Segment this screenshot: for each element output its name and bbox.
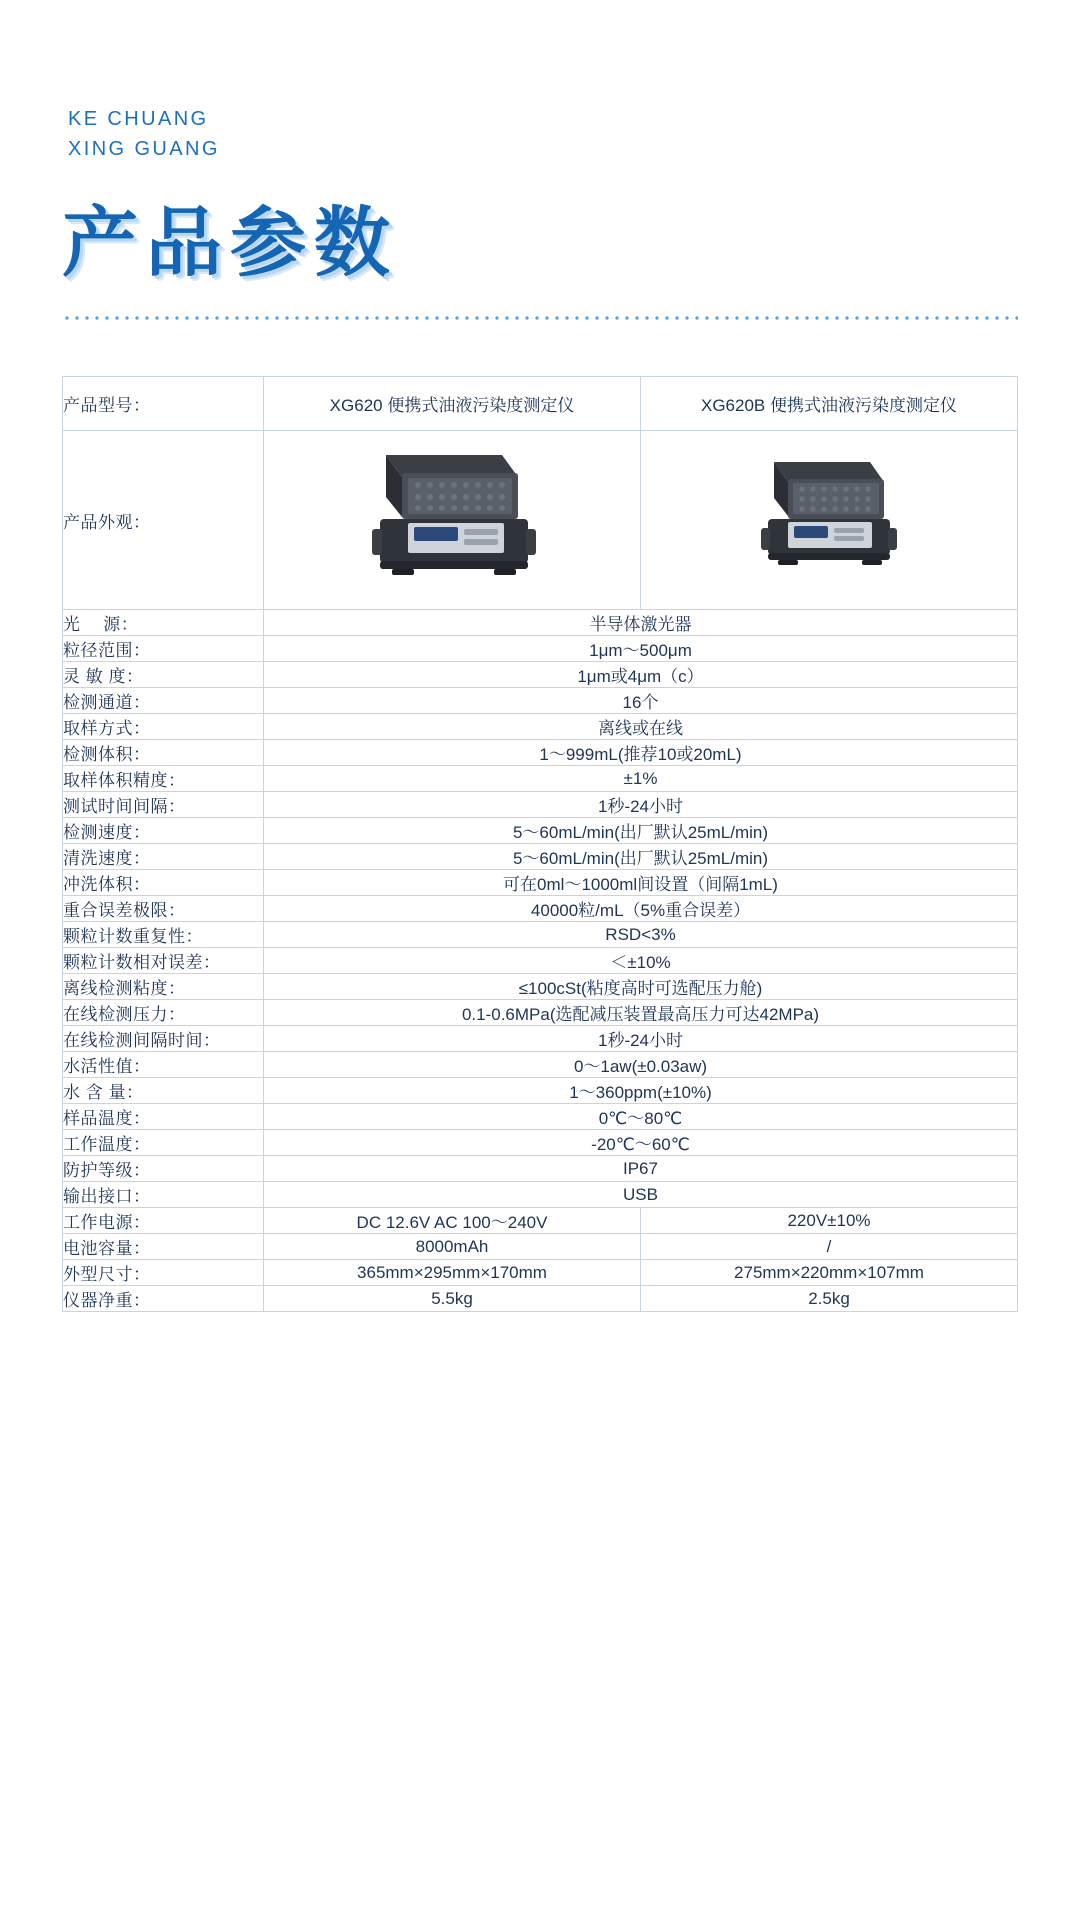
table-row: [63, 922, 1018, 948]
row-label: 取样方式：: [63, 714, 264, 740]
row-label: 重合误差极限：: [63, 896, 264, 922]
row-value: RSD<3%: [264, 922, 1018, 948]
portable-case-device-icon: [744, 452, 914, 589]
table-row: [63, 1078, 1018, 1104]
row-label: 产品外观：: [63, 431, 264, 610]
row-label: 水活性值：: [63, 1052, 264, 1078]
row-label: 工作电源：: [63, 1208, 264, 1234]
table-row: [63, 610, 1018, 636]
brand-line-1: KE CHUANG: [68, 108, 209, 130]
table-row: [63, 896, 1018, 922]
table-row: [63, 688, 1018, 714]
row-value: ±1%: [264, 766, 1018, 792]
table-row: [63, 1208, 1018, 1234]
row-label: 灵 敏 度：: [63, 662, 264, 688]
row-value: ≤100cSt(粘度高时可选配压力舱): [264, 974, 1018, 1000]
row-value: 5～60mL/min(出厂默认25mL/min): [264, 818, 1018, 844]
page-title: 产品参数: [62, 198, 398, 287]
product-image-xg620b: [641, 431, 1018, 610]
table-row: [63, 662, 1018, 688]
device-illustration: [744, 452, 914, 584]
row-label: 在线检测间隔时间：: [63, 1026, 264, 1052]
row-value: 40000粒/mL（5%重合误差）: [264, 896, 1018, 922]
row-value-model-b: XG620B 便携式油液污染度测定仪: [641, 377, 1018, 431]
row-label: 输出接口：: [63, 1182, 264, 1208]
row-value: 5～60mL/min(出厂默认25mL/min): [264, 844, 1018, 870]
row-label: 光 源：: [63, 610, 264, 636]
row-label: 检测速度：: [63, 818, 264, 844]
row-value-model-a: XG620 便携式油液污染度测定仪: [264, 377, 641, 431]
row-label: 防护等级：: [63, 1156, 264, 1182]
row-label: 检测体积：: [63, 740, 264, 766]
row-label: 测试时间间隔：: [63, 792, 264, 818]
row-value: 16个: [264, 688, 1018, 714]
row-label: 粒径范围：: [63, 636, 264, 662]
row-value: 1秒-24小时: [264, 792, 1018, 818]
spec-table: [62, 376, 1018, 1312]
row-label: 电池容量：: [63, 1234, 264, 1260]
table-row: [63, 1156, 1018, 1182]
table-row: [63, 948, 1018, 974]
row-label: 冲洗体积：: [63, 870, 264, 896]
portable-case-device-icon: [352, 443, 552, 598]
dotted-divider: [62, 316, 1018, 320]
row-value: -20℃～60℃: [264, 1130, 1018, 1156]
row-value: 0℃～80℃: [264, 1104, 1018, 1130]
table-row: [63, 870, 1018, 896]
row-label: 颗粒计数重复性：: [63, 922, 264, 948]
row-value-a: 365mm×295mm×170mm: [264, 1260, 641, 1286]
row-value: 可在0ml～1000ml间设置（间隔1mL): [264, 870, 1018, 896]
row-value: 离线或在线: [264, 714, 1018, 740]
row-value: 0.1-0.6MPa(选配减压装置最高压力可达42MPa): [264, 1000, 1018, 1026]
row-label: 颗粒计数相对误差：: [63, 948, 264, 974]
row-value: 1秒-24小时: [264, 1026, 1018, 1052]
row-label: 样品温度：: [63, 1104, 264, 1130]
table-row: [63, 1026, 1018, 1052]
product-image-xg620: [264, 431, 641, 610]
row-value-a: 8000mAh: [264, 1234, 641, 1260]
table-row: [63, 1286, 1018, 1312]
row-value: 1μm～500μm: [264, 636, 1018, 662]
row-value: 1～360ppm(±10%): [264, 1078, 1018, 1104]
table-row: [63, 792, 1018, 818]
table-row: [63, 377, 1018, 431]
device-illustration: [352, 443, 552, 593]
table-row: [63, 740, 1018, 766]
table-row: [63, 636, 1018, 662]
table-row: [63, 1182, 1018, 1208]
row-value: 半导体激光器: [264, 610, 1018, 636]
row-label: 检测通道：: [63, 688, 264, 714]
row-value-a: DC 12.6V AC 100～240V: [264, 1208, 641, 1234]
table-row: [63, 714, 1018, 740]
row-label: 水 含 量：: [63, 1078, 264, 1104]
table-row: [63, 766, 1018, 792]
row-label: 仪器净重：: [63, 1286, 264, 1312]
table-row: [63, 1260, 1018, 1286]
row-value: IP67: [264, 1156, 1018, 1182]
table-row: [63, 1234, 1018, 1260]
row-label: 清洗速度：: [63, 844, 264, 870]
table-row: [63, 1104, 1018, 1130]
brand-line-2: XING GUANG: [68, 138, 220, 160]
row-label: 在线检测压力：: [63, 1000, 264, 1026]
row-label: 外型尺寸：: [63, 1260, 264, 1286]
row-value: 0～1aw(±0.03aw): [264, 1052, 1018, 1078]
row-value-b: 2.5kg: [641, 1286, 1018, 1312]
brand-name: [68, 104, 220, 164]
row-value: 1～999mL(推荐10或20mL): [264, 740, 1018, 766]
row-value-b: 220V±10%: [641, 1208, 1018, 1234]
table-row: [63, 818, 1018, 844]
row-value-b: /: [641, 1234, 1018, 1260]
table-row: [63, 974, 1018, 1000]
row-label: 离线检测粘度：: [63, 974, 264, 1000]
table-row: [63, 431, 1018, 610]
row-label: 取样体积精度：: [63, 766, 264, 792]
row-value: 1μm或4μm（c）: [264, 662, 1018, 688]
spec-table-wrapper: [62, 376, 1018, 1312]
table-row: [63, 1052, 1018, 1078]
row-value: ＜±10%: [264, 948, 1018, 974]
row-value-a: 5.5kg: [264, 1286, 641, 1312]
table-row: [63, 1130, 1018, 1156]
spec-table-body: [63, 377, 1018, 1312]
table-row: [63, 844, 1018, 870]
row-label: 产品型号：: [63, 377, 264, 431]
table-row: [63, 1000, 1018, 1026]
row-value: USB: [264, 1182, 1018, 1208]
row-label: 工作温度：: [63, 1130, 264, 1156]
row-value-b: 275mm×220mm×107mm: [641, 1260, 1018, 1286]
